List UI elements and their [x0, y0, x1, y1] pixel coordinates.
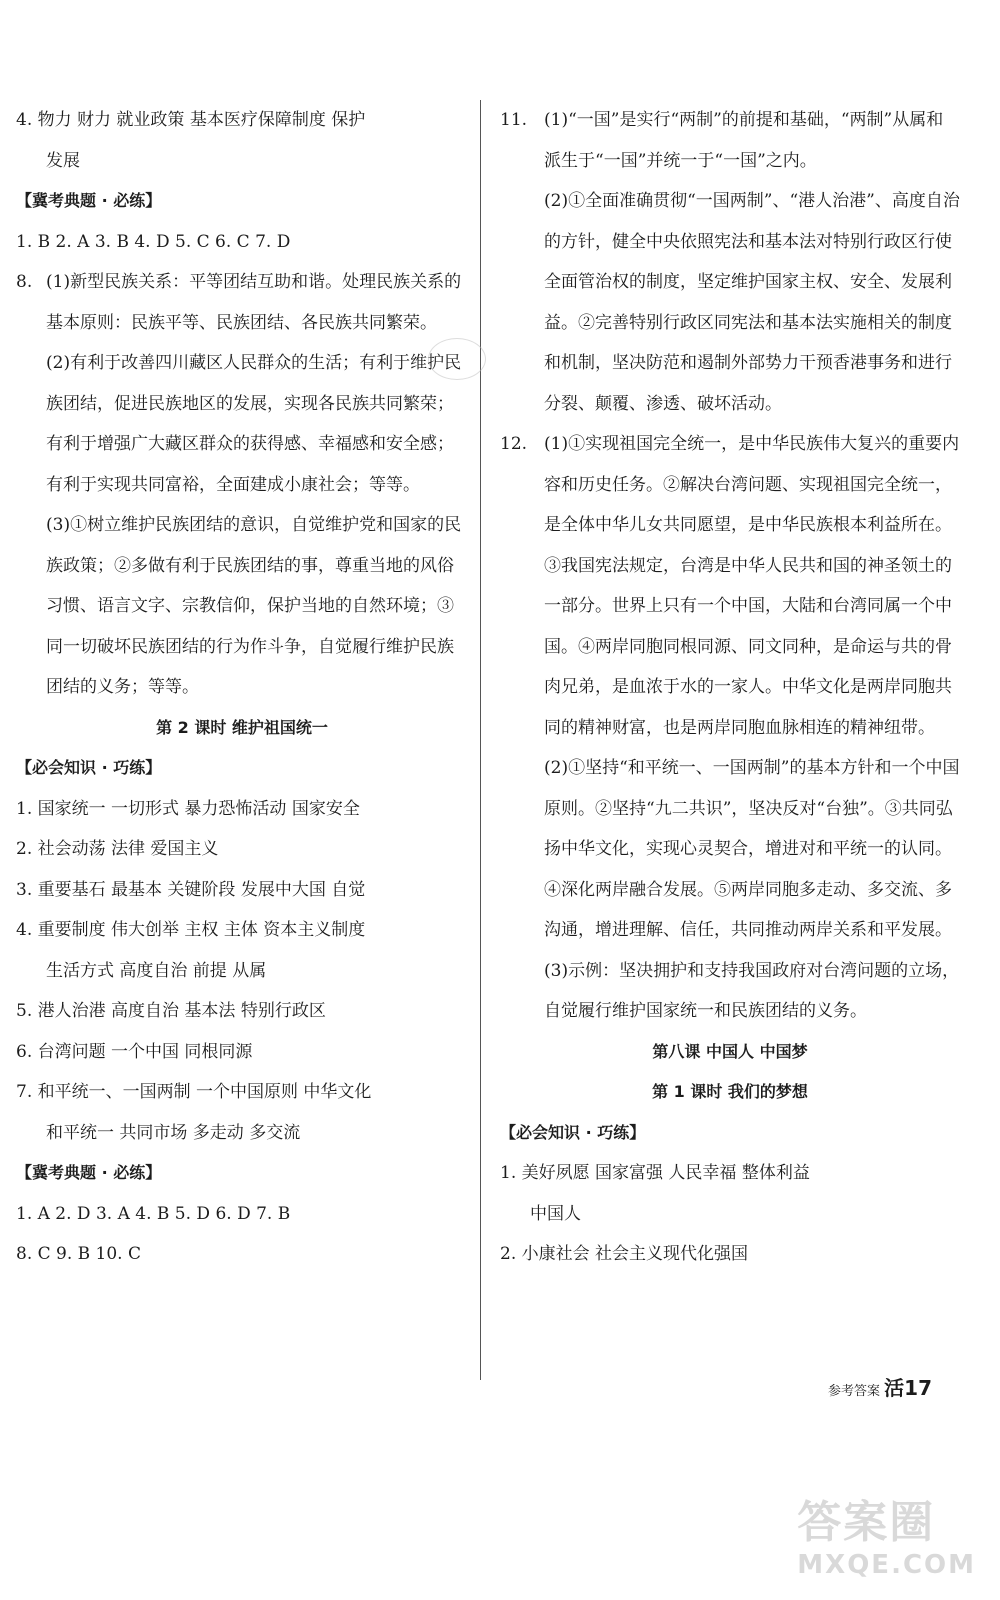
answer-q8-part1: (1)新型民族关系：平等团结互助和谐。处理民族关系的基本原则：民族平等、民族团结、各民族共同繁荣。 [46, 272, 462, 333]
section-heading-exam: 【冀考典题 · 必练】 [16, 191, 162, 210]
left-column [16, 100, 468, 1275]
knowledge-answer-6: 6. 台湾问题 一个中国 同根同源 [16, 1041, 253, 1062]
answer-q8-part3: (3)①树立维护民族团结的意识，自觉维护党和国家的民族政策；②多做有利于民族团结的事，尊重当地的风俗习惯、语言文字、宗教信仰，保护当地的自然环境；③同一切破坏民族团结的行为作斗争，自觉履行维护民族团结的义务；等等。 [46, 515, 462, 697]
multiple-choice-answers-2a: 1. A 2. D 3. A 4. B 5. D 6. D 7. B [16, 1203, 291, 1224]
answer-q11-part1: (1)“一国”是实行“两制”的前提和基础，“两制”从属和派生于“一国”并统一于“一国”之内。 [544, 110, 944, 171]
watermark-logo-text: 答案圈 [797, 1497, 936, 1548]
knowledge-answer-7a: 7. 和平统一、一国两制 一个中国原则 中华文化 [16, 1082, 372, 1102]
knowledge-answer-r1a: 1. 美好夙愿 国家富强 人民幸福 整体利益 [500, 1163, 810, 1183]
column-divider [480, 100, 481, 1380]
knowledge-answer-1: 1. 国家统一 一切形式 暴力恐怖活动 国家安全 [16, 798, 360, 819]
answer-q11-part2: (2)①全面准确贯彻“一国两制”、“港人治港”、高度自治的方针，健全中央依照宪法和基本法对特别行政区行使全面管治权的制度，坚定维护国家主权、安全、发展利益。②完善特别行政区同宪法和基本法实施相关的制度和机制，坚决防范和遏制外部势力干预香港事务和进行分裂、颠覆、渗透、破坏活动。 [544, 191, 960, 414]
page-number: 活17 [884, 1376, 932, 1400]
section-heading-knowledge: 【必会知识 · 巧练】 [16, 758, 162, 777]
knowledge-answer-7b: 和平统一 共同市场 多走动 多交流 [46, 1122, 301, 1143]
answer-q12 [500, 424, 960, 1032]
lesson8-title: 第八课 中国人 中国梦 [652, 1041, 808, 1061]
knowledge-answer-4b: 生活方式 高度自治 前提 从属 [46, 960, 267, 981]
multiple-choice-answers-2b: 8. C 9. B 10. C [16, 1244, 142, 1264]
section-heading-exam-2: 【冀考典题 · 必练】 [16, 1163, 162, 1182]
section-heading-knowledge-2: 【必会知识 · 巧练】 [500, 1122, 646, 1142]
answer-q12-part1: (1)①实现祖国完全统一，是中华民族伟大复兴的重要内容和历史任务。②解决台湾问题、实现祖国完全统一，是全体中华儿女共同愿望，是中华民族根本利益所在。③我国宪法规定，台湾是中华人民共和国的神圣领土的一部分。世界上只有一个中国，大陆和台湾同属一个中国。④两岸同胞同根同源、同文同种，是命运与共的骨肉兄弟，是血浓于水的一家人。中华文化是两岸同胞共同的精神财富，也是两岸同胞血脉相连的精神纽带。 [544, 434, 960, 738]
multiple-choice-answers: 1. B 2. A 3. B 4. D 5. C 6. C 7. D [16, 231, 291, 252]
question-number: 8. [16, 272, 33, 292]
site-watermark [797, 1486, 976, 1580]
knowledge-answer-3: 3. 重要基石 最基本 关键阶段 发展中大国 自觉 [16, 879, 366, 900]
answer-q11 [500, 100, 960, 424]
knowledge-answer-r2: 2. 小康社会 社会主义现代化强国 [500, 1244, 749, 1264]
answer-q8-part2: (2)有利于改善四川藏区人民群众的生活；有利于维护民族团结，促进民族地区的发展，实现各民族共同繁荣；有利于增强广大藏区群众的获得感、幸福感和安全感；有利于实现共同富裕，全面建成小康社会；等等。 [46, 353, 462, 495]
lesson8-subtitle: 第 1 课时 我们的梦想 [652, 1082, 808, 1101]
right-column [500, 100, 960, 1275]
answer-q4-line1: 4. 物力 财力 就业政策 基本医疗保障制度 保护 [16, 110, 366, 130]
faint-stamp-mark [428, 338, 486, 380]
footer-label: 参考答案 [828, 1384, 881, 1399]
answer-q4-line2: 发展 [46, 150, 80, 171]
lesson-title: 第 2 课时 维护祖国统一 [156, 717, 328, 737]
answer-q12-part3: (3)示例：坚决拥护和支持我国政府对台湾问题的立场，自觉履行维护国家统一和民族团结的义务。 [544, 960, 960, 1021]
page-footer [828, 1372, 932, 1401]
watermark-url: MXQE.COM [797, 1550, 976, 1580]
answer-q12-part2: (2)①坚持“和平统一、一国两制”的基本方针和一个中国原则。②坚持“九二共识”，坚决反对“台独”。③共同弘扬中华文化，实现心灵契合，增进对和平统一的认同。④深化两岸融合发展。⑤两岸同胞多走动、多交流、多沟通，增进理解、信任，共同推动两岸关系和平发展。 [544, 758, 960, 940]
knowledge-answer-5: 5. 港人治港 高度自治 基本法 特别行政区 [16, 1001, 326, 1021]
knowledge-answer-r1b: 中国人 [530, 1203, 581, 1224]
knowledge-answer-4a: 4. 重要制度 伟大创举 主权 主体 资本主义制度 [16, 920, 366, 940]
question-number: 12. [500, 434, 528, 454]
knowledge-answer-2: 2. 社会动荡 法律 爱国主义 [16, 839, 219, 859]
answer-q8 [16, 262, 468, 708]
question-number: 11. [500, 110, 528, 130]
